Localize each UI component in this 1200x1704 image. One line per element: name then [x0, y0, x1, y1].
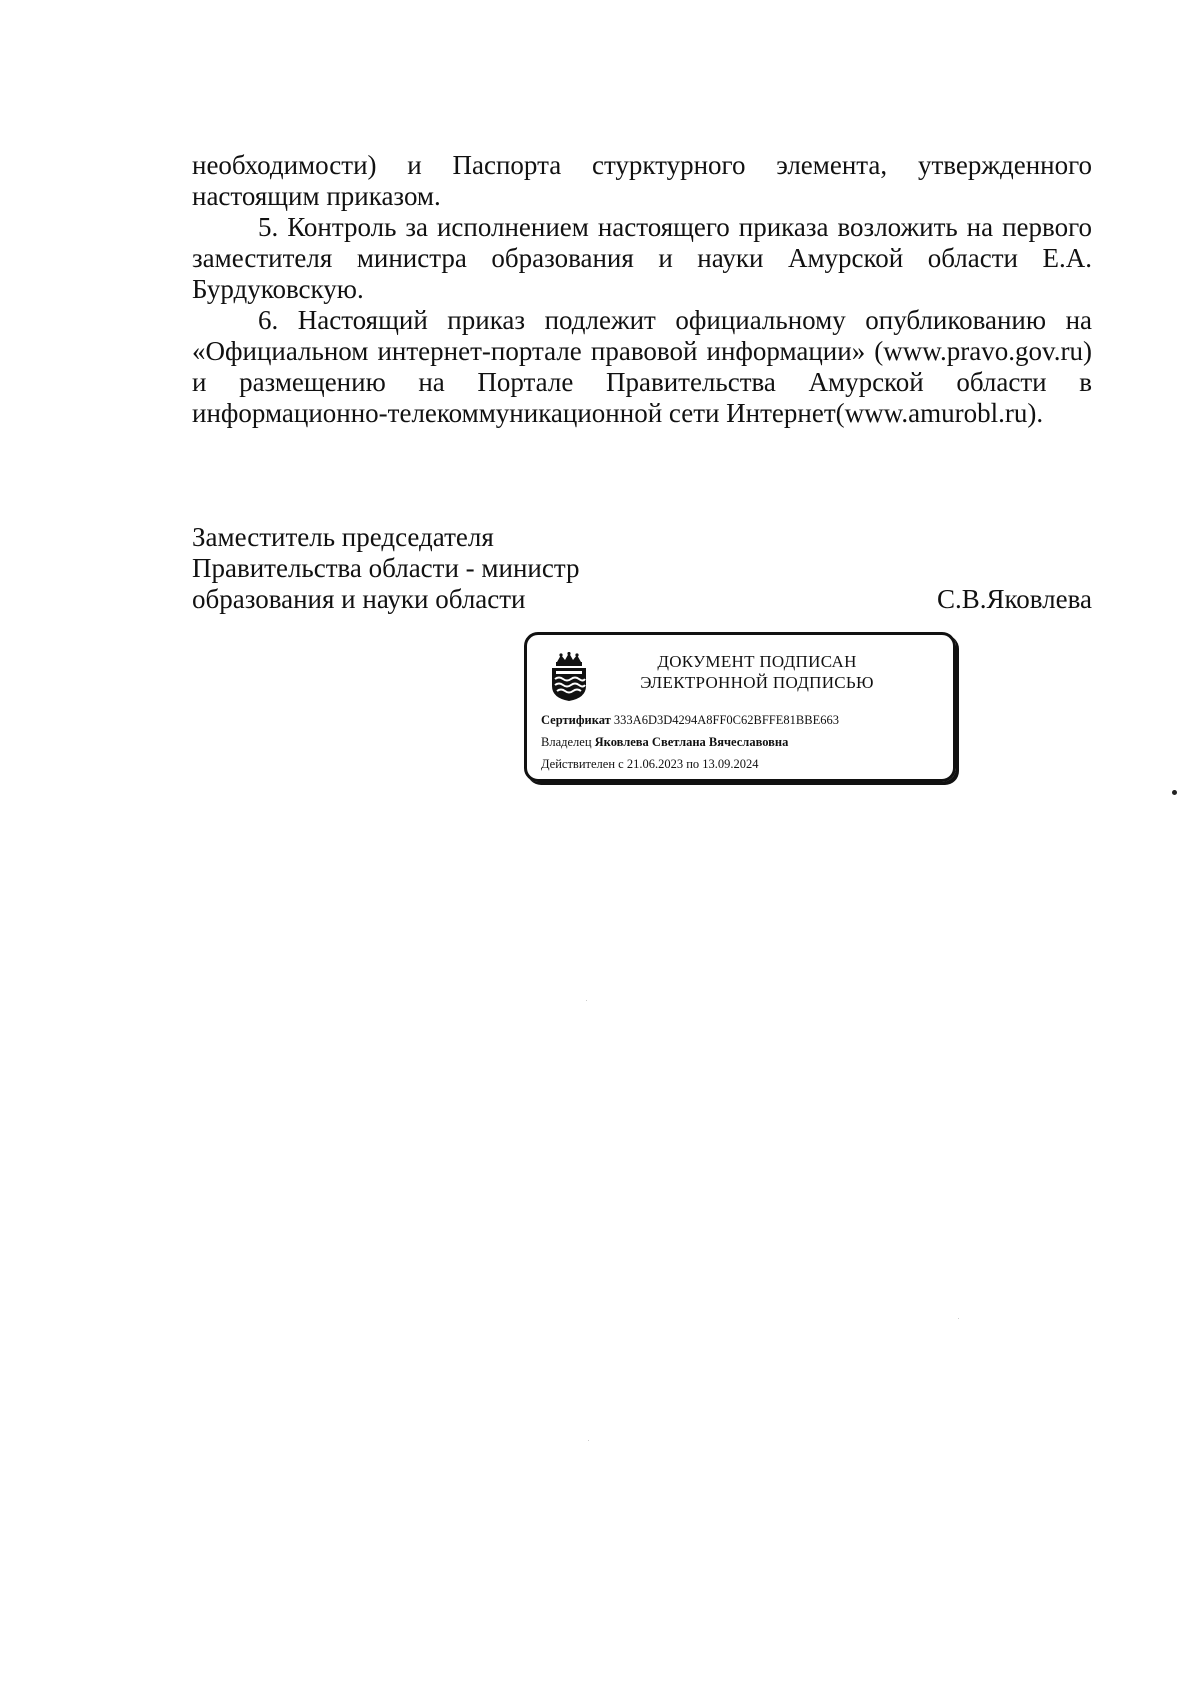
- stamp-owner: [541, 734, 788, 750]
- certificate-value: 333A6D3D4294A8FF0C62BFFE81BBE663: [613, 713, 839, 727]
- signatory-position-line-2: Правительства области - министр: [192, 553, 580, 583]
- scan-speck: [958, 1318, 959, 1319]
- certificate-label: Сертификат: [541, 713, 611, 727]
- scan-speck: [1172, 790, 1177, 795]
- validity-to-label: по: [686, 757, 700, 771]
- stamp-validity: [541, 756, 759, 772]
- validity-from-label: с: [618, 757, 624, 771]
- validity-from: 21.06.2023: [626, 757, 684, 771]
- e-signature-stamp: [524, 632, 956, 782]
- signatory-position-line-1: Заместитель председателя: [192, 522, 494, 552]
- scan-speck: [586, 1000, 587, 1001]
- scan-speck: [588, 1440, 589, 1441]
- stamp-title: [607, 651, 907, 693]
- document-body: [192, 150, 1092, 429]
- paragraph-item-6: 6. Настоящий приказ подлежит официальному опубликованию на «Официальном интернет-портале правовой информации» (www.pravo.gov.ru) и размещению на Портале Правительства Амурской области в информационно-телекоммуникационной сети Интернет(www.amurobl.ru).: [192, 305, 1092, 428]
- stamp-title-line-2: ЭЛЕКТРОННОЙ ПОДПИСЬЮ: [640, 673, 874, 692]
- validity-label: Действителен: [541, 757, 616, 771]
- stamp-certificate: [541, 712, 839, 728]
- owner-label: Владелец: [541, 735, 592, 749]
- signatory-position-line-3: образования и науки области: [192, 584, 526, 614]
- signature-block: [192, 522, 1092, 615]
- signatory-name: С.В.Яковлева: [937, 584, 1092, 614]
- validity-to: 13.09.2024: [702, 757, 759, 771]
- stamp-title-line-1: ДОКУМЕНТ ПОДПИСАН: [657, 652, 857, 671]
- paragraph-item-5: 5. Контроль за исполнением настоящего приказа возложить на первого заместителя министра образования и науки Амурской области Е.А. Бурдуковскую.: [192, 212, 1092, 304]
- coat-of-arms-icon: [547, 652, 591, 702]
- owner-value: Яковлева Светлана Вячеславовна: [594, 735, 789, 749]
- paragraph-continuation: необходимости) и Паспорта стурктурного элемента, утвержденного настоящим приказом.: [192, 150, 1092, 211]
